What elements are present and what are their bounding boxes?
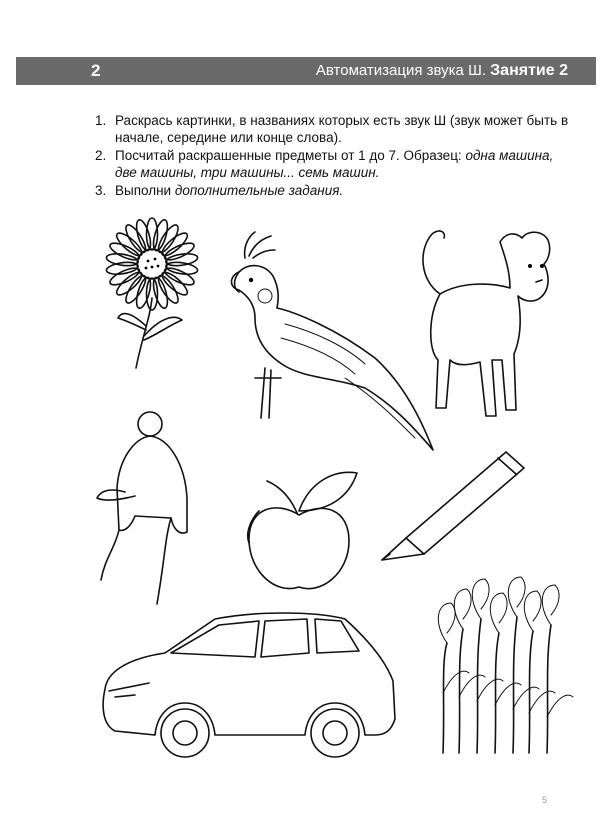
- page-title: [316, 62, 568, 80]
- header-bar: [16, 57, 596, 85]
- instruction-text: Раскрась картинки, в названиях которых есть звук Ш (звук может быть в начале, середине или конце слова).: [115, 113, 569, 145]
- instruction-example: одна машина, две машины, три машины... семь машин.: [115, 148, 554, 180]
- instruction-text: Выполни: [115, 183, 175, 198]
- topic-title: Автоматизация звука Ш.: [315, 62, 486, 79]
- page-number: 2: [91, 61, 101, 80]
- hat-icon[interactable]: [95, 408, 195, 608]
- pencil-icon[interactable]: [378, 442, 530, 564]
- instruction-number: 1.: [95, 113, 107, 128]
- instructions-list: [95, 112, 570, 200]
- instruction-item: [95, 147, 570, 181]
- reeds-icon[interactable]: [425, 573, 565, 756]
- instruction-number: 3.: [95, 183, 107, 198]
- parrot-icon[interactable]: [225, 228, 440, 456]
- instruction-example: дополнительные задания.: [174, 183, 344, 198]
- instruction-item: [95, 182, 570, 199]
- dog-icon[interactable]: [410, 220, 565, 425]
- instruction-item: [95, 112, 570, 146]
- instruction-text: Посчитай раскрашенные предметы от 1 до 7. Образец:: [115, 148, 466, 163]
- daisy-icon[interactable]: [92, 218, 214, 373]
- instruction-number: 2.: [95, 148, 107, 163]
- page-corner-mark: 5: [542, 795, 548, 805]
- car-icon[interactable]: [95, 607, 400, 762]
- apple-icon[interactable]: [237, 463, 362, 600]
- lesson-title: Занятие 2: [490, 62, 568, 79]
